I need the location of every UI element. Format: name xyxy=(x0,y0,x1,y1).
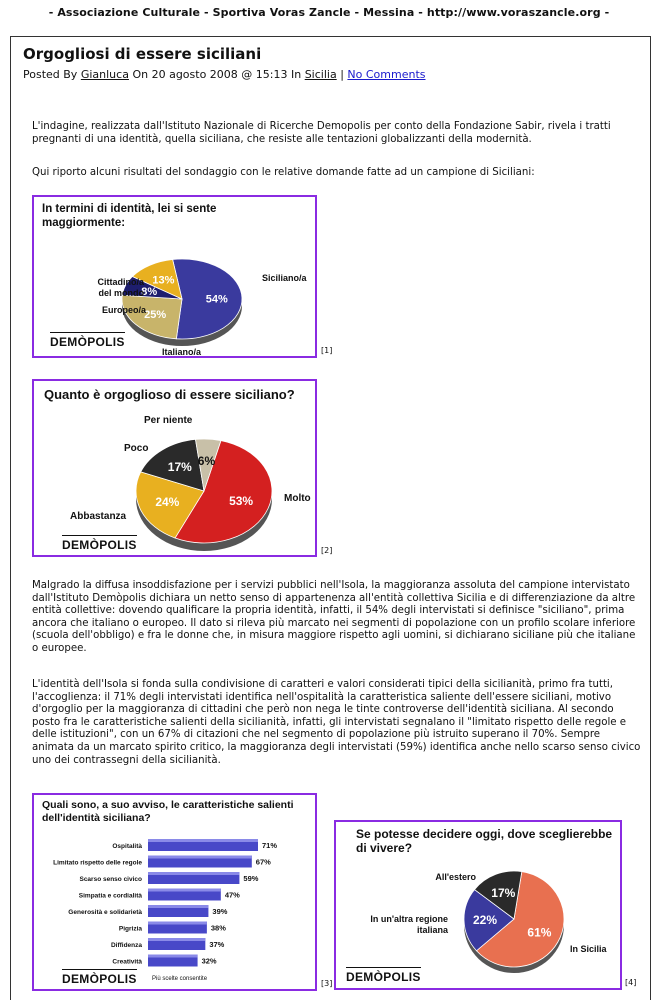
pie-value-label: 17% xyxy=(167,460,192,475)
chart-pride-title: Quanto è orgoglioso di essere siciliano? xyxy=(44,387,295,402)
bar-category-label: Creatività xyxy=(112,958,142,966)
bar-chart-characteristics xyxy=(34,795,317,991)
bar-value-label: 39% xyxy=(212,907,228,916)
site-banner: - Associazione Culturale - Sportiva Voras Zancle - Messina - http://www.voraszancle.org - xyxy=(48,6,610,19)
demopolis-logo: DEMÒPOLIS xyxy=(62,972,137,986)
chart-identity xyxy=(32,195,317,358)
post-meta xyxy=(23,68,426,81)
bar-value-label: 71% xyxy=(262,841,278,850)
image-ref-3[interactable]: [3] xyxy=(321,979,333,988)
pie-category-label: italiana xyxy=(416,925,448,935)
pie-category-label: Abbastanza xyxy=(70,511,127,522)
pie-value-label: 22% xyxy=(472,912,498,927)
pie-category-label: Molto xyxy=(284,493,311,504)
pie-value-label: 6% xyxy=(197,453,216,468)
bar-value-label: 67% xyxy=(255,857,271,867)
pie-value-label: 53% xyxy=(229,494,254,509)
bar-category-label: Pigrizia xyxy=(118,925,142,933)
meta-separator: | xyxy=(340,68,344,81)
chart-characteristics-title: Quali sono, a suo avviso, le caratteristiche salienti dell'identità siciliana? xyxy=(42,799,294,824)
article xyxy=(10,36,651,1000)
bar-highlight xyxy=(148,889,221,892)
bar-highlight xyxy=(148,955,198,958)
bar-value-label: 32% xyxy=(201,956,217,966)
post-date: 20 agosto 2008 @ 15:13 xyxy=(151,68,288,81)
bar-highlight xyxy=(148,839,258,842)
bar-category-label: Simpatia e cordialità xyxy=(78,892,142,900)
in-label: In xyxy=(290,68,302,81)
bar-highlight xyxy=(148,922,207,925)
post-title[interactable]: Orgogliosi di essere siciliani xyxy=(23,45,262,63)
pie-value-label: 54% xyxy=(205,293,228,306)
bar-category-label: Ospitalità xyxy=(112,843,142,850)
demopolis-logo: DEMÒPOLIS xyxy=(346,970,421,984)
bar-category-label: Scarso senso civico xyxy=(79,876,142,883)
bar-category-label: Generosità e solidarietà xyxy=(68,909,142,916)
pie-chart-identity xyxy=(34,197,317,358)
bar-value-label: 37% xyxy=(209,940,225,949)
paragraph-intro: L'indagine, realizzata dall'Istituto Nazionale di Ricerche Demopolis per conto della Fondazione Sabir, rivela i tratti pregnanti di una identità, quella siciliana, che resiste alle tentazioni globalizzanti della modernità. xyxy=(32,121,611,145)
multiple-choice-note: Più scelte consentite xyxy=(152,976,208,982)
pie-category-label: Per niente xyxy=(144,415,193,426)
bar-value-label: 59% xyxy=(243,874,259,883)
chart-where-live xyxy=(334,820,622,990)
pie-value-label: 13% xyxy=(152,274,175,287)
pie-value-label: 24% xyxy=(155,495,180,510)
chart-where-live-title: Se potesse decidere oggi, dove sceglierebbe di vivere? xyxy=(356,827,613,856)
comments-link[interactable]: No Comments xyxy=(347,68,426,81)
pie-category-label: Siciliano/a xyxy=(262,273,307,283)
pie-category-label: All'estero xyxy=(435,872,476,882)
posted-by-label: Posted By xyxy=(23,68,78,81)
bar-value-label: 38% xyxy=(210,923,226,933)
chart-identity-title: In termini di identità, lei si sente maggiormente: xyxy=(42,203,217,229)
pie-value-label: 17% xyxy=(491,886,516,901)
pie-value-label: 8% xyxy=(141,286,158,299)
image-ref-4[interactable]: [4] xyxy=(625,978,637,987)
image-ref-1[interactable]: [1] xyxy=(321,346,333,355)
pie-chart-pride xyxy=(34,381,317,557)
paragraph-lead: Qui riporto alcuni risultati del sondaggio con le relative domande fatte ad un campione di Siciliani: xyxy=(32,167,535,178)
bar-highlight xyxy=(148,856,252,859)
pie-value-label: 61% xyxy=(527,925,552,940)
bar-value-label: 47% xyxy=(224,890,240,900)
pie-category-label: Italiano/a xyxy=(162,347,202,357)
bar-highlight xyxy=(148,938,205,941)
pie-category-label: Cittadino/a xyxy=(97,277,144,287)
bar-highlight xyxy=(148,872,239,875)
paragraph-body-2: L'identità dell'Isola si fonda sulla condivisione di caratteri e valori considerati tipici della sicilianità, primo fra tutti, l'accoglienza: il 71% degli intervistati identifica nell'ospitalità la caratteristica saliente dell'essere siciliani, motivo d'orgoglio per la maggioranza di cittadini che però non nega le tinte controverse dell'identità siciliana. Al secondo posto fra le caratteristiche salienti della sicilianità, infatti, gli intervistati segnalano il "limitato rispetto delle regole e delle istituzioni", con un 67% di citazioni che nel segmento di popolazione più istruito superano il 70%. Sempre animata da un marcato spirito critico, la maggioranza degli intervistati (59%) identifica anche nello scarso senso civico uno dei contrassegni della sicilianità. xyxy=(32,679,641,766)
bar-category-label: Diffidenza xyxy=(110,942,142,949)
pie-chart-where-live xyxy=(336,822,622,990)
demopolis-logo: DEMÒPOLIS xyxy=(62,538,137,552)
paragraph-body-1: Malgrado la diffusa insoddisfazione per i servizi pubblici nell'Isola, la maggioranza assoluta del campione intervistato dall'Istituto Demòpolis dichiara un netto senso di appartenenza all'entità collettiva Sicilia e di differenziazione da altre entità collettive: dovendo qualificare la propria identità, infatti, il 54% degli intervistati si definisce "siciliano", prima ancora che italiano o europeo. Il dato si rileva più marcato nei segmenti di popolazione con un profilo scolare inferiore (scuola dell'obbligo) e fra le donne che, in misura maggiore rispetto agli uomini, si dichiarano siciliane più che italiane o europee. xyxy=(32,580,636,654)
demopolis-logo: DEMÒPOLIS xyxy=(50,335,125,349)
chart-characteristics xyxy=(32,793,317,991)
chart-pride xyxy=(32,379,317,557)
pie-category-label: In Sicilia xyxy=(570,944,607,954)
pie-category-label: In un'altra regione xyxy=(370,914,448,924)
image-ref-2[interactable]: [2] xyxy=(321,546,333,555)
pie-value-label: 25% xyxy=(144,308,167,321)
on-label: On xyxy=(132,68,149,81)
author-link[interactable]: Gianluca xyxy=(80,68,129,81)
bar-highlight xyxy=(148,905,208,908)
pie-category-label: Europeo/a xyxy=(102,305,147,315)
pie-category-label: del mondo xyxy=(98,288,144,298)
pie-category-label: Poco xyxy=(124,443,149,454)
category-link[interactable]: Sicilia xyxy=(304,68,337,81)
bar-category-label: Limitato rispetto delle regole xyxy=(53,859,142,867)
